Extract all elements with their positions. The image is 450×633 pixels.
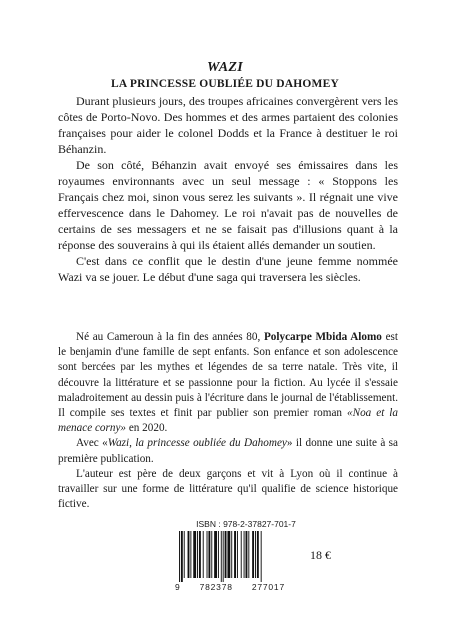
isbn-label: ISBN : 978-2-37827-701-7 [196,519,296,529]
barcode-bar [179,531,180,582]
barcode-bar [231,531,232,578]
bio-paragraph: L'auteur est père de deux garçons et vit à Lyon où il continue à travailler sur une forme de littérature qu'il qualifie de science historique fictive. [58,467,398,511]
barcode-bars [175,531,285,582]
barcode-bar [184,531,185,578]
barcode-bar [244,531,245,578]
bio-paragraph: Né au Cameroun à la fin des années 80, Polycarpe Mbida Alomo est le benjamin d'une famille de sept enfants. Son enfance et son adolescence sont bercées par les mythes et légendes de sa terre natale. Très vite, il découvre la littérature et se passionne pour la fiction. Au lycée il s'essaie maladroitement au dessin puis à l'écriture dans le journal de l'établissement. Il compile ses textes et finit par publier son premier roman «Noa et la menace corny» en 2020. [58,331,398,435]
author-name: Polycarpe Mbida Alomo [263,331,382,343]
synopsis-paragraph: De son côté, Béhanzin avait envoyé ses émissaires dans les royaumes environnants avec un seul message : « Stoppons les Français chez moi, sinon vous serez les suivants ». Il régnait une vive effervescence dans le Dahomey. Le roi n'avait pas de nouvelles de certains de ses messagers et ne se faisait pas d'illusions quant à la réponse des souverains à qui ils étaient allés demander un soutien. [58,158,398,252]
barcode-bar [257,531,259,578]
barcode [175,531,285,582]
barcode-bar [261,531,262,582]
barcode-bar [237,531,238,578]
synopsis-paragraph: C'est dans ce conflit que le destin d'une jeune femme nommée Wazi va se jouer. Le début d'une saga qui traversera les siècles. [58,254,398,284]
bio-paragraph: Avec «Wazi, la princesse oubliée du Dahomey» il donne une suite à sa première publication. [58,437,398,465]
barcode-bar [225,531,227,578]
barcode-bar [193,531,196,578]
book-title-italic: Wazi, la princesse oubliée du Dahomey [107,437,287,450]
barcode-bar [199,531,201,578]
barcode-bar [255,531,256,578]
book-title: WAZI [207,60,243,75]
barcode-bar [197,531,198,578]
barcode-digit-group: 9 [175,582,181,592]
barcode-bar [227,531,230,578]
barcode-bar [181,531,183,582]
barcode-bar [241,531,242,578]
barcode-bar [208,531,210,578]
barcode-bar [218,531,219,578]
first-novel-title: «Noa et la menace corny» [58,407,398,435]
barcode-bar [203,531,204,578]
barcode-bar [211,531,212,578]
barcode-digit-group: 277017 [251,582,285,592]
barcode-bar [188,531,190,578]
book-subtitle: LA PRINCESSE OUBLIÉE DU DAHOMEY [111,78,339,90]
barcode-bar [252,531,254,578]
barcode-bar [207,531,208,578]
barcode-digit-group: 782378 [199,582,233,592]
barcode-bar [190,531,191,578]
barcode-bar [221,531,222,582]
barcode-digits [175,582,285,592]
barcode-bar [248,531,249,578]
barcode-bar [246,531,248,578]
synopsis [58,93,398,285]
synopsis-paragraph: Durant plusieurs jours, des troupes africaines convergèrent vers les côtes de Porto-Novo. Des hommes et des armes partaient des colonies françaises pour aider le colonel Dodds et la France à destituer le roi Béhanzin. [58,94,398,156]
barcode-bar [214,531,217,578]
barcode-bar [223,531,224,582]
price: 18 € [310,548,331,562]
author-bio [58,330,398,512]
barcode-bar [234,531,236,578]
